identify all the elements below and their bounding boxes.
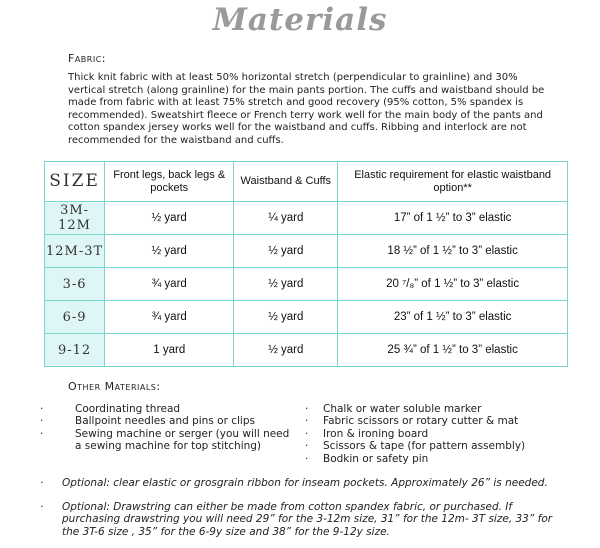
row-size: 12M-3T [45, 235, 105, 268]
row-front-legs: ¾ yard [105, 268, 234, 301]
table-row [45, 268, 568, 301]
page-title: Materials [212, 2, 388, 38]
list-item: · Iron & ironing board [305, 427, 429, 440]
other-materials-label: Other Materials: [68, 380, 161, 393]
list-item: · Ballpoint needles and pins or clips [40, 415, 255, 428]
table-row [45, 235, 568, 268]
row-size: 9-12 [45, 334, 105, 367]
bullet-icon: · [40, 427, 44, 440]
row-front-legs: 1 yard [105, 334, 234, 367]
other-materials-right-list [305, 403, 565, 465]
row-waistband: ½ yard [234, 301, 338, 334]
bullet-icon: · [305, 403, 309, 415]
row-elastic: 25 ¾” of 1 ½” to 3” elastic [338, 334, 568, 367]
table-header-row [45, 162, 568, 202]
row-size: 6-9 [45, 301, 105, 334]
row-front-legs: ½ yard [105, 235, 234, 268]
row-elastic: 20 ⁷/₈” of 1 ½” to 3” elastic [338, 268, 568, 301]
header-size: SIZE [45, 162, 105, 202]
row-size: 3-6 [45, 268, 105, 301]
row-waistband: ½ yard [234, 235, 338, 268]
list-item: · Sewing machine or serger (you will need a sewing machine for top stitching) [40, 427, 290, 453]
bullet-icon: · [305, 427, 309, 440]
list-item: · Scissors & tape (for pattern assembly) [305, 440, 526, 453]
header-front-legs: Front legs, back legs & pockets [105, 162, 234, 202]
bullet-icon: · [40, 501, 44, 513]
list-item: · Fabric scissors or rotary cutter & mat [305, 415, 519, 428]
bullet-icon: · [305, 415, 309, 428]
row-elastic: 18 ½” of 1 ½” to 3” elastic [338, 235, 568, 268]
table-row [45, 334, 568, 367]
list-item: · Coordinating thread [40, 403, 181, 415]
row-front-legs: ¾ yard [105, 301, 234, 334]
row-front-legs: ½ yard [105, 202, 234, 235]
list-item: · Bodkin or safety pin [305, 452, 429, 465]
bullet-icon: · [305, 440, 309, 453]
size-requirements-table [44, 161, 568, 367]
fabric-section-label: Fabric: [68, 52, 106, 65]
row-waistband: ¼ yard [234, 202, 338, 235]
bullet-icon: · [40, 403, 44, 415]
list-item: · Chalk or water soluble marker [305, 403, 482, 415]
header-elastic: Elastic requirement for elastic waistband option** [338, 162, 568, 202]
bullet-icon: · [40, 477, 44, 489]
row-waistband: ½ yard [234, 334, 338, 367]
row-waistband: ½ yard [234, 268, 338, 301]
other-materials-left-list [40, 403, 290, 453]
optional-note-drawstring: · Optional: Drawstring can either be made from cotton spandex fabric, or purchased. If purchasing drawstring you will need 29” for the 3-12m size, 31” for the 12m- 3T size, 33” for the 3T-6 size , 35” for the 6-9y size and 38” for the 9-12y size. [40, 501, 553, 538]
table-row [45, 202, 568, 235]
table-row [45, 301, 568, 334]
fabric-description: Thick knit fabric with at least 50% horizontal stretch (perpendicular to grainline) and 30% vertical stretch (along grainline) for the main pants portion. The cuffs and waistband should be made from fabric with at least 75% stretch and good recovery (95% cotton, 5% spandex is recommended). Sweatshirt fleece or French terry work well for the main body of the pants and cotton spandex jersey works well for the waistband and cuffs. Ribbing and interlock are not recommended for the waistband and cuffs. [68, 72, 545, 146]
optional-note-elastic: · Optional: clear elastic or grosgrain ribbon for inseam pockets. Approximately 26” is needed. [40, 477, 548, 489]
row-elastic: 23” of 1 ½” to 3” elastic [338, 301, 568, 334]
row-size: 3M-12M [45, 202, 105, 235]
bullet-icon: · [40, 415, 44, 428]
row-elastic: 17” of 1 ½” to 3” elastic [338, 202, 568, 235]
bullet-icon: · [305, 452, 309, 465]
header-waistband: Waistband & Cuffs [234, 162, 338, 202]
